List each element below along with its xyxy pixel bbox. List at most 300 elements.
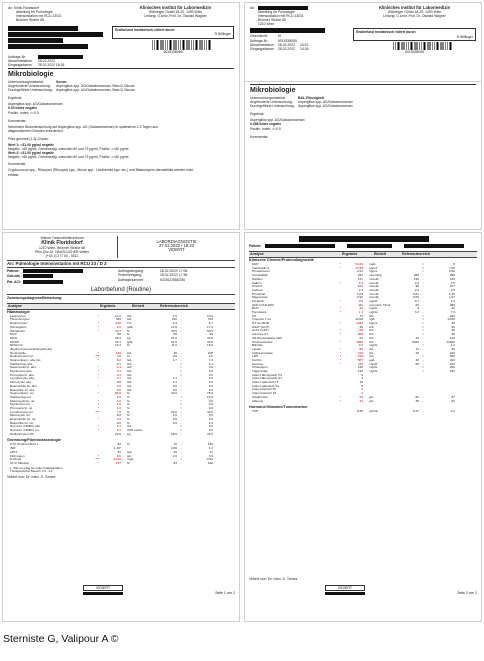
analyte-name: Myelozyten abs.: [10, 370, 33, 374]
analyte-name: Normobl. (NRBC) rel.: [10, 429, 40, 433]
analyte-name: Basophile Gr. abs.: [10, 388, 36, 392]
result-value: 1.3: [358, 311, 363, 315]
order-value: N2/3022566/236: [160, 277, 186, 282]
result-unit: %: [127, 461, 130, 465]
lab-result-row: [249, 400, 477, 404]
reference-high: 370: [207, 318, 213, 322]
col-reference: Referenzbereich: [160, 303, 188, 308]
reference-sep: <: [180, 370, 182, 374]
abnormal-flag: *: [97, 377, 99, 381]
result-value: 1.0: [116, 399, 121, 403]
result-line: Positiv: Index: >=0.5: [250, 126, 281, 131]
reference-low: 2.0: [172, 454, 177, 458]
result-value: 83: [359, 347, 363, 351]
result-value: 30.7: [114, 329, 121, 333]
receipt-date: 28.02.2022: [38, 58, 55, 63]
abnormal-flag: *: [97, 403, 99, 407]
reference-high: 0.0: [208, 406, 213, 410]
col-reference: Referenzbereich: [402, 252, 430, 257]
abnormal-flag: *: [339, 307, 341, 311]
result-unit: U/L: [369, 355, 374, 359]
reference-low: 13.5: [170, 325, 177, 329]
order-value: 6015338065: [278, 38, 297, 43]
order-key: Auftragsnummer:: [118, 277, 145, 282]
analyte-name: Monozyten rel.: [10, 414, 31, 418]
result-value: 13.4: [114, 344, 121, 348]
analyte-name: ALAT (GPT): [252, 329, 269, 333]
result-value: 0.0: [116, 421, 121, 425]
reference-high: 9.5: [208, 414, 213, 418]
fungi-line: Wert 2: <31.00 pg/ml negativ: [8, 151, 54, 156]
reference-high: 2.5: [450, 288, 455, 292]
reference-sep: -: [180, 432, 182, 436]
col-result: Ergebnis: [100, 303, 116, 308]
result-unit: G/L: [127, 351, 132, 355]
redacted-signature: [83, 592, 123, 595]
analyte-name: Natrium: [252, 277, 263, 281]
result-unit: %: [127, 403, 130, 407]
reference-sep: <: [180, 395, 182, 399]
reference-sep: -: [422, 277, 424, 281]
reference-low: 11.5: [171, 344, 177, 348]
redacted-birth-date: [347, 244, 392, 248]
reference-high: 14.00: [447, 318, 455, 322]
analyte-name: Neutrophile: [10, 351, 26, 355]
result-value: 8: [361, 384, 363, 388]
abnormal-flag: *: [339, 281, 341, 285]
analyte-name: INR: [10, 447, 16, 451]
result-value: 349: [115, 318, 121, 322]
result-unit: G/L: [127, 373, 132, 377]
abnormal-flag: *: [339, 333, 341, 337]
result-value: 31: [359, 399, 363, 403]
analyte-name: Kalium: [252, 281, 262, 285]
reference-sep: -: [422, 307, 424, 311]
analyte-name: Index Lipämisch S1: [252, 384, 279, 388]
abnormal-flag: ***: [95, 410, 99, 414]
reference-low: 35: [415, 399, 419, 403]
abnormal-flag: ***: [95, 458, 99, 462]
result-unit: mg/dL: [369, 362, 378, 366]
abnormal-flag: *: [339, 311, 341, 315]
lab-report-page-2: [244, 232, 482, 622]
section-title: Mikrobiologie: [8, 70, 54, 78]
result-value: 0.0: [116, 388, 121, 392]
reference-high: 0.1: [208, 362, 213, 366]
analyte-name: MCHC: [10, 340, 20, 344]
institute-line: Währinger Gürtel 18-20, 1090 Wien: [148, 10, 203, 15]
abnormal-flag: ***: [95, 355, 99, 359]
result-value: 4056: [356, 340, 363, 344]
lab-result-row: [249, 410, 477, 414]
reference-sep: -: [180, 381, 182, 385]
reference-high: 145: [449, 277, 455, 281]
reference-sep: -: [422, 351, 424, 355]
analyte-name: Normobl. (NRBC) abs.: [10, 425, 41, 429]
analyte-name: Lymphozyten rel.: [10, 410, 34, 414]
reference-low: 1.1: [172, 377, 177, 381]
receipt-date: 28.02.2022: [278, 42, 295, 47]
result-unit: mg/dL: [369, 344, 378, 348]
barcode-number: 6015338065: [163, 49, 183, 54]
result-value: 1.0: [116, 429, 121, 433]
result-value: 0.1: [116, 373, 121, 377]
result-unit: mmol/L: [369, 296, 380, 300]
reference-sep: -: [422, 299, 424, 303]
result-value: 26: [359, 307, 363, 311]
address-line: 1210 Wien: [258, 22, 275, 27]
reference-high: 34.5: [206, 432, 213, 436]
reference-sep: <: [422, 355, 424, 359]
reference-high: 150: [449, 370, 455, 374]
analyte-name: Basophile Gr. rel.: [10, 421, 34, 425]
result-value: 0.4: [358, 344, 363, 348]
reference-sep: -: [422, 311, 424, 315]
reference-sep: -: [422, 285, 424, 289]
analyte-name: Chlorid: [252, 285, 262, 289]
lab-result-row: [7, 462, 235, 466]
reference-low: 5320: [412, 340, 419, 344]
reference-high: 0.50: [448, 270, 455, 274]
analyte-name: aPTT: [10, 450, 18, 454]
comment-line: diagnostischen Gründen erforderlich.: [8, 128, 64, 133]
reference-sep: -: [422, 292, 424, 296]
reference-sep: -: [180, 414, 182, 418]
lab-date: 27.02.2022 / 18:23: [159, 243, 194, 249]
reference-high: 60: [451, 347, 455, 351]
result-value: 16: [359, 381, 363, 385]
address-line: Abteilung für Pulmologie: [16, 10, 53, 15]
col-result: Ergebnis: [342, 252, 358, 257]
entry-date: 28.02.2022: [278, 46, 295, 51]
gender-value: M: [278, 34, 281, 39]
analyte-name: Stabkernige rel.: [10, 395, 32, 399]
reference-sep: <: [422, 329, 424, 333]
final-report-box: [353, 28, 476, 40]
analyte-name: Triglyceride: [252, 370, 268, 374]
patient-label: Patient:: [7, 269, 20, 274]
result-line: Aspergillus spp. AG/Galactomannan: [250, 118, 305, 123]
lab-group-title: Gerinnung/Fibrinostaseologie: [7, 438, 62, 443]
result-value: 0.7: [116, 377, 121, 381]
result-unit: g/L: [127, 454, 132, 458]
reference-high: 10.0: [206, 314, 213, 318]
fungi-line: Negativ: <60 pg/ml, Grenzwertig: zwischen 60 und 79 pg/ml, Positiv: >=80 pg/ml: [8, 147, 129, 152]
reference-sep: <: [422, 270, 424, 274]
result-unit: g/L: [369, 399, 374, 403]
lab-report-page-1: [2, 232, 240, 622]
col-analysis: Analyse: [250, 252, 264, 257]
department-line: An: Pulmologie Intensivstation mit RCU 23 / D 2: [7, 260, 235, 268]
reference-low: 60: [415, 362, 419, 366]
order-key: Probeneingang:: [118, 273, 142, 278]
result-value: 0.6: [358, 299, 363, 303]
analyte-name: Eosinophile Gr. abs.: [10, 384, 38, 388]
analyte-name: MCH: [10, 336, 18, 340]
result-unit: mg/dL: [369, 366, 378, 370]
reference-low: 136: [413, 277, 419, 281]
result-value: 9.5: [116, 325, 121, 329]
reference-high: 100: [449, 362, 455, 366]
reference-low: 0.7: [414, 299, 419, 303]
analyte-name: Troponin T-hs: [252, 318, 271, 322]
abnormal-flag: *: [339, 263, 341, 267]
result-value: 54.34: [355, 263, 363, 267]
analyte-name: LDH: [252, 355, 259, 359]
clinic-line: (+43 1) 277 00 - 5512: [45, 254, 79, 259]
reference-high: 0.9: [208, 381, 213, 385]
result-value: 379: [357, 355, 363, 359]
reference-high: 10.0: [206, 395, 213, 399]
result-unit: G/L: [127, 377, 132, 381]
result-value: 406: [357, 333, 363, 337]
result-unit: fL: [127, 333, 130, 337]
reference-sep: <: [422, 263, 424, 267]
microbiology-report-page-2-body: [244, 82, 482, 230]
reference-high: 4.2: [450, 410, 455, 414]
result-value: 0.0: [116, 418, 121, 421]
result-unit: ng/L: [369, 318, 376, 322]
abnormal-flag: *: [339, 329, 341, 333]
page-number: Seite 1 von 2: [215, 591, 235, 595]
institute-title: Klinisches Institut für Labormedizin: [139, 5, 212, 10]
material-key: Durchgeführte Untersuchung:: [8, 88, 53, 93]
result-unit: %: [127, 355, 130, 359]
analyte-name: RDW-CV: [10, 344, 23, 348]
result-unit: %: [127, 421, 130, 425]
report-header: [250, 6, 476, 26]
result-value: 0.1: [116, 425, 121, 429]
result-unit: %: [127, 406, 130, 410]
analyte-name: Cholesterin: [252, 366, 268, 370]
result-unit: U/L: [369, 336, 374, 340]
reference-high: 107: [449, 285, 455, 289]
comment2-heading: Kommentar:: [8, 162, 27, 167]
reference-sep: -: [180, 447, 182, 451]
reference-sep: -: [422, 336, 424, 340]
address-line: Brünner Straße 68: [16, 18, 44, 23]
fungi-heading: Pilze generell (1,3)-Glucan:: [8, 136, 50, 141]
reference-high: 60: [451, 333, 455, 337]
lab-status: VIDIERT: [168, 247, 185, 253]
gender-label: Geschlecht:: [250, 34, 268, 39]
result-unit: pg/mL: [369, 322, 378, 326]
result-unit: G/L: [127, 425, 132, 429]
result-unit: G/L: [127, 388, 132, 392]
abnormal-flag: *: [97, 329, 99, 333]
comment-heading: Kommentar:: [250, 134, 269, 139]
reference-sep: <: [180, 403, 182, 407]
result-unit: %: [127, 418, 130, 421]
reference-sep: -: [422, 395, 424, 399]
result-unit: %: [127, 395, 130, 399]
analyte-name: Promyelozyt. abs.: [10, 373, 35, 377]
reference-sep: <: [422, 325, 424, 329]
add-info-heading: Zuweisungsdiagnose/Bemerkung:: [7, 295, 63, 300]
redacted-header-bar: [299, 236, 429, 242]
analyte-name: MCV: [10, 333, 17, 337]
result-unit: g/dL: [127, 325, 134, 329]
result-unit: %: [127, 392, 130, 396]
result-unit: %: [127, 329, 130, 333]
material-value: Aspergillus spp. AG/Galactomannan, Beta-D-Glucan: [56, 88, 135, 93]
material-value: Aspergillus spp. AG/Galactomannan: [298, 104, 353, 109]
result-unit: %: [127, 410, 130, 414]
coag-note: 1. INR nur gültig bei oraler Antikoagulation: [10, 465, 63, 470]
reference-sep: <: [180, 406, 182, 410]
result-value: 0.85: [356, 410, 363, 414]
result-value: 0.21: [356, 270, 363, 274]
reference-sep: <: [180, 429, 182, 433]
reference-sep: -: [180, 329, 182, 333]
reference-high: 1.45: [448, 292, 455, 296]
col-analysis: Analyse: [8, 303, 22, 308]
analyte-name: Retikulozyten rel.: [10, 355, 34, 359]
abnormal-flag: *: [97, 373, 99, 377]
result-value: 1.9: [116, 403, 121, 407]
reference-low: 30: [415, 358, 419, 362]
institute-title: Klinisches Institut für Labormedizin: [378, 5, 451, 10]
reference-high: 99: [209, 333, 213, 337]
result-unit: T/L: [127, 322, 132, 326]
institute-line: Leitung: O.Univ.-Prof. Dr. Oswald Wagner: [144, 14, 207, 19]
material-key: Angeforderte Untersuchung:: [250, 100, 293, 105]
result-value: 1: [361, 388, 363, 392]
reference-low: 60: [415, 303, 419, 307]
reference-sep: -: [180, 421, 182, 425]
reference-low: 0.27: [412, 410, 419, 414]
reference-high: 250: [449, 355, 455, 359]
reference-sep: -: [180, 314, 182, 318]
result-value: 63: [359, 336, 363, 340]
analyte-name: Index Hämolytisch H1: [252, 373, 283, 377]
analyte-name: Metamyelozyt. abs.: [10, 366, 37, 370]
reference-high: 7.0: [450, 311, 455, 315]
abnormal-flag: *: [339, 358, 341, 362]
reference-sep: -: [180, 410, 182, 414]
analyte-name: Kreatinin: [252, 299, 265, 303]
col-unit: Einheit: [374, 252, 386, 257]
reference-low: 80: [173, 333, 177, 337]
analyte-name: Segmentkern. abs./rel.: [10, 359, 42, 362]
reference-sep: -: [180, 333, 182, 337]
receipt-time: 15:01: [300, 42, 309, 47]
result-value: 1.10*: [113, 447, 121, 451]
reference-high: 44.0: [206, 410, 213, 414]
analyte-name: Ferritin: [252, 358, 262, 362]
redacted-patient-name: [265, 244, 335, 248]
barcode-number: 6015338065: [405, 49, 424, 54]
reference-low: 4.3: [172, 322, 177, 326]
analyte-name: Osmolalität: [252, 274, 268, 278]
analyte-name: Lipase: [252, 347, 262, 351]
abnormal-flag: *: [339, 351, 341, 355]
redacted-patient-ward: [8, 44, 88, 49]
result-value: 32.1: [114, 340, 121, 344]
network-line: Wiener Gesundheitsverbund: [40, 236, 84, 240]
coag-note: Therapeutischer Bereich: 2.0 - 4.0: [10, 468, 53, 473]
reference-low: 6: [417, 307, 419, 311]
material-key: Untersuchungsmaterial:: [8, 79, 44, 84]
entry-label: Eingangsdatum: [8, 62, 32, 67]
reference-low: 0.5: [172, 418, 177, 421]
analyte-name: Hämoglobin: [10, 325, 27, 329]
order-barcode: [152, 40, 212, 50]
reference-high: 0.0: [208, 399, 213, 403]
reference-sep: -: [180, 344, 182, 348]
reference-sep: <: [422, 318, 424, 322]
result-unit: pg/mL: [369, 266, 378, 270]
entry-label: Eingangsdatum: [250, 46, 274, 51]
analyte-name: Phosphat: [252, 292, 266, 296]
reference-high: 0.0: [208, 425, 213, 429]
reference-sep: -: [180, 377, 182, 381]
result-value: 7.6: [116, 410, 121, 414]
institute-line: Währinger Gürtel 18-20, 1090 Wien: [387, 10, 442, 15]
reference-sep: <: [180, 373, 182, 377]
result-value: 101: [357, 285, 363, 289]
clinic-line: 1210 Wien, Brünner Straße 68: [39, 246, 86, 251]
reference-low: 31.5: [170, 340, 177, 344]
reference-low: 39.5: [170, 329, 177, 333]
abnormal-flag: *: [97, 418, 99, 421]
analyte-name: Promyelozyt. rel.: [10, 406, 34, 410]
result-unit: %: [127, 443, 130, 447]
reference-high: 1.2: [208, 447, 213, 451]
reference-sep: <: [422, 370, 424, 374]
result-unit: G/L: [127, 381, 132, 385]
analyte-name: Alpha-Amylase: [252, 351, 273, 355]
reference-sep: -: [422, 410, 424, 414]
abnormal-flag: *: [339, 266, 341, 270]
reference-high: 50.5: [206, 329, 213, 333]
result-unit: mg/L: [127, 458, 134, 462]
result-value: 110: [358, 362, 363, 366]
analyte-name: Index Lipämisch HI: [252, 381, 279, 385]
result-value: 80.0: [114, 392, 121, 396]
result-unit: U/L: [369, 340, 374, 344]
result-value: 0.8: [116, 381, 121, 385]
analyte-name: TSH: [252, 410, 259, 414]
reference-high: 0.0: [208, 370, 213, 374]
entry-time: 16:26: [300, 46, 309, 51]
reference-high: 15.0: [206, 344, 213, 348]
reference-low: 28: [415, 351, 419, 355]
reference-low: 98: [415, 285, 419, 289]
reference-high: 0.50: [206, 458, 213, 462]
result-unit: µg/L: [369, 358, 376, 362]
lab-column-header: [249, 251, 477, 258]
lab-header: [7, 236, 235, 258]
comment-heading: Kommentar:: [8, 118, 27, 123]
reference-low: 40.0: [170, 392, 177, 396]
result-value: 6: [361, 373, 363, 377]
reference-low: 0.5: [172, 355, 177, 359]
reference-sep: -: [422, 347, 424, 351]
result-value: 35: [117, 450, 121, 454]
analyte-name: GFR (CKD-EPI): [252, 303, 274, 307]
reference-high: 52: [451, 399, 455, 403]
reference-sep: -: [180, 450, 182, 454]
reference-sep: -: [422, 362, 424, 366]
reference-high: 1.0: [208, 421, 213, 425]
result-unit: %: [127, 399, 130, 403]
comment-line: Neuerliche Blutuntersuchung auf Aspergillus spp. AG (Galactomannan) in spätestens 2-3 Tagen aus: [8, 124, 158, 129]
result-unit: U/L: [369, 329, 374, 333]
reference-sep: -: [422, 399, 424, 403]
reference-high: 100: [449, 351, 455, 355]
result-unit: g/L: [369, 395, 374, 399]
